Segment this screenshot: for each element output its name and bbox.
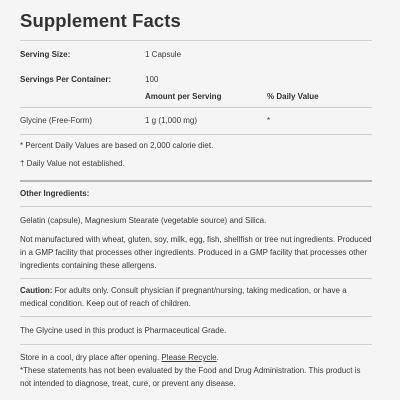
servings-per-container-row bbox=[20, 66, 372, 91]
nutrient-daily-value: * bbox=[267, 116, 271, 125]
servings-per-container-value: 100 bbox=[145, 75, 159, 84]
divider bbox=[20, 180, 372, 182]
servings-per-container-label: Servings Per Container: bbox=[20, 75, 112, 84]
ingredients-list: Gelatin (capsule), Magnesium Stearate (vegetable source) and Silica. bbox=[20, 216, 267, 225]
caution-statement bbox=[20, 284, 372, 310]
grade-statement: The Glycine used in this product is Pharmaceutical Grade. bbox=[20, 326, 227, 335]
footnote-not-established: † Daily Value not established. bbox=[20, 159, 125, 168]
page-title: Supplement Facts bbox=[20, 10, 181, 31]
storage-text: Store in a cool, dry place after opening. bbox=[20, 353, 162, 362]
fda-disclaimer: *These statements has not been evaluated by the Food and Drug Administration. This product is not intended to diagnose, treat, cure, or prevent any disease. bbox=[20, 366, 361, 388]
divider bbox=[20, 316, 372, 317]
recycle-link[interactable]: Please Recycle bbox=[161, 353, 217, 362]
allergen-statement: Not manufactured with wheat, gluten, soy, milk, egg, fish, shellfish or tree nut ingredients. Produced in a GMP facility that processes other ingredients. Produced in a GMP facility that processes other ingredients containing these allergens. bbox=[20, 235, 372, 270]
caution-label: Caution: bbox=[20, 286, 53, 295]
storage-end: . bbox=[216, 353, 219, 362]
daily-value-header: % Daily Value bbox=[267, 92, 319, 101]
serving-size-value: 1 Capsule bbox=[145, 50, 182, 59]
divider bbox=[20, 344, 372, 345]
table-header-row bbox=[20, 91, 372, 107]
divider bbox=[20, 206, 372, 207]
serving-size-label: Serving Size: bbox=[20, 50, 71, 59]
storage-statement bbox=[20, 351, 372, 364]
serving-size-row bbox=[20, 41, 372, 66]
other-ingredients-title: Other Ingredients: bbox=[20, 189, 90, 198]
supplement-facts-panel bbox=[20, 10, 372, 390]
nutrient-amount: 1 g (1,000 mg) bbox=[145, 116, 198, 125]
nutrient-name: Glycine (Free-Form) bbox=[20, 116, 93, 125]
nutrient-row bbox=[20, 108, 372, 134]
caution-text: For adults only. Consult physician if pregnant/nursing, taking medication, or have a medical condition. Keep out of reach of children. bbox=[20, 286, 347, 308]
amount-per-serving-header: Amount per Serving bbox=[145, 92, 222, 101]
divider bbox=[20, 278, 372, 279]
footnote-percent-dv: * Percent Daily Values are based on 2,000 calorie diet. bbox=[20, 141, 214, 150]
